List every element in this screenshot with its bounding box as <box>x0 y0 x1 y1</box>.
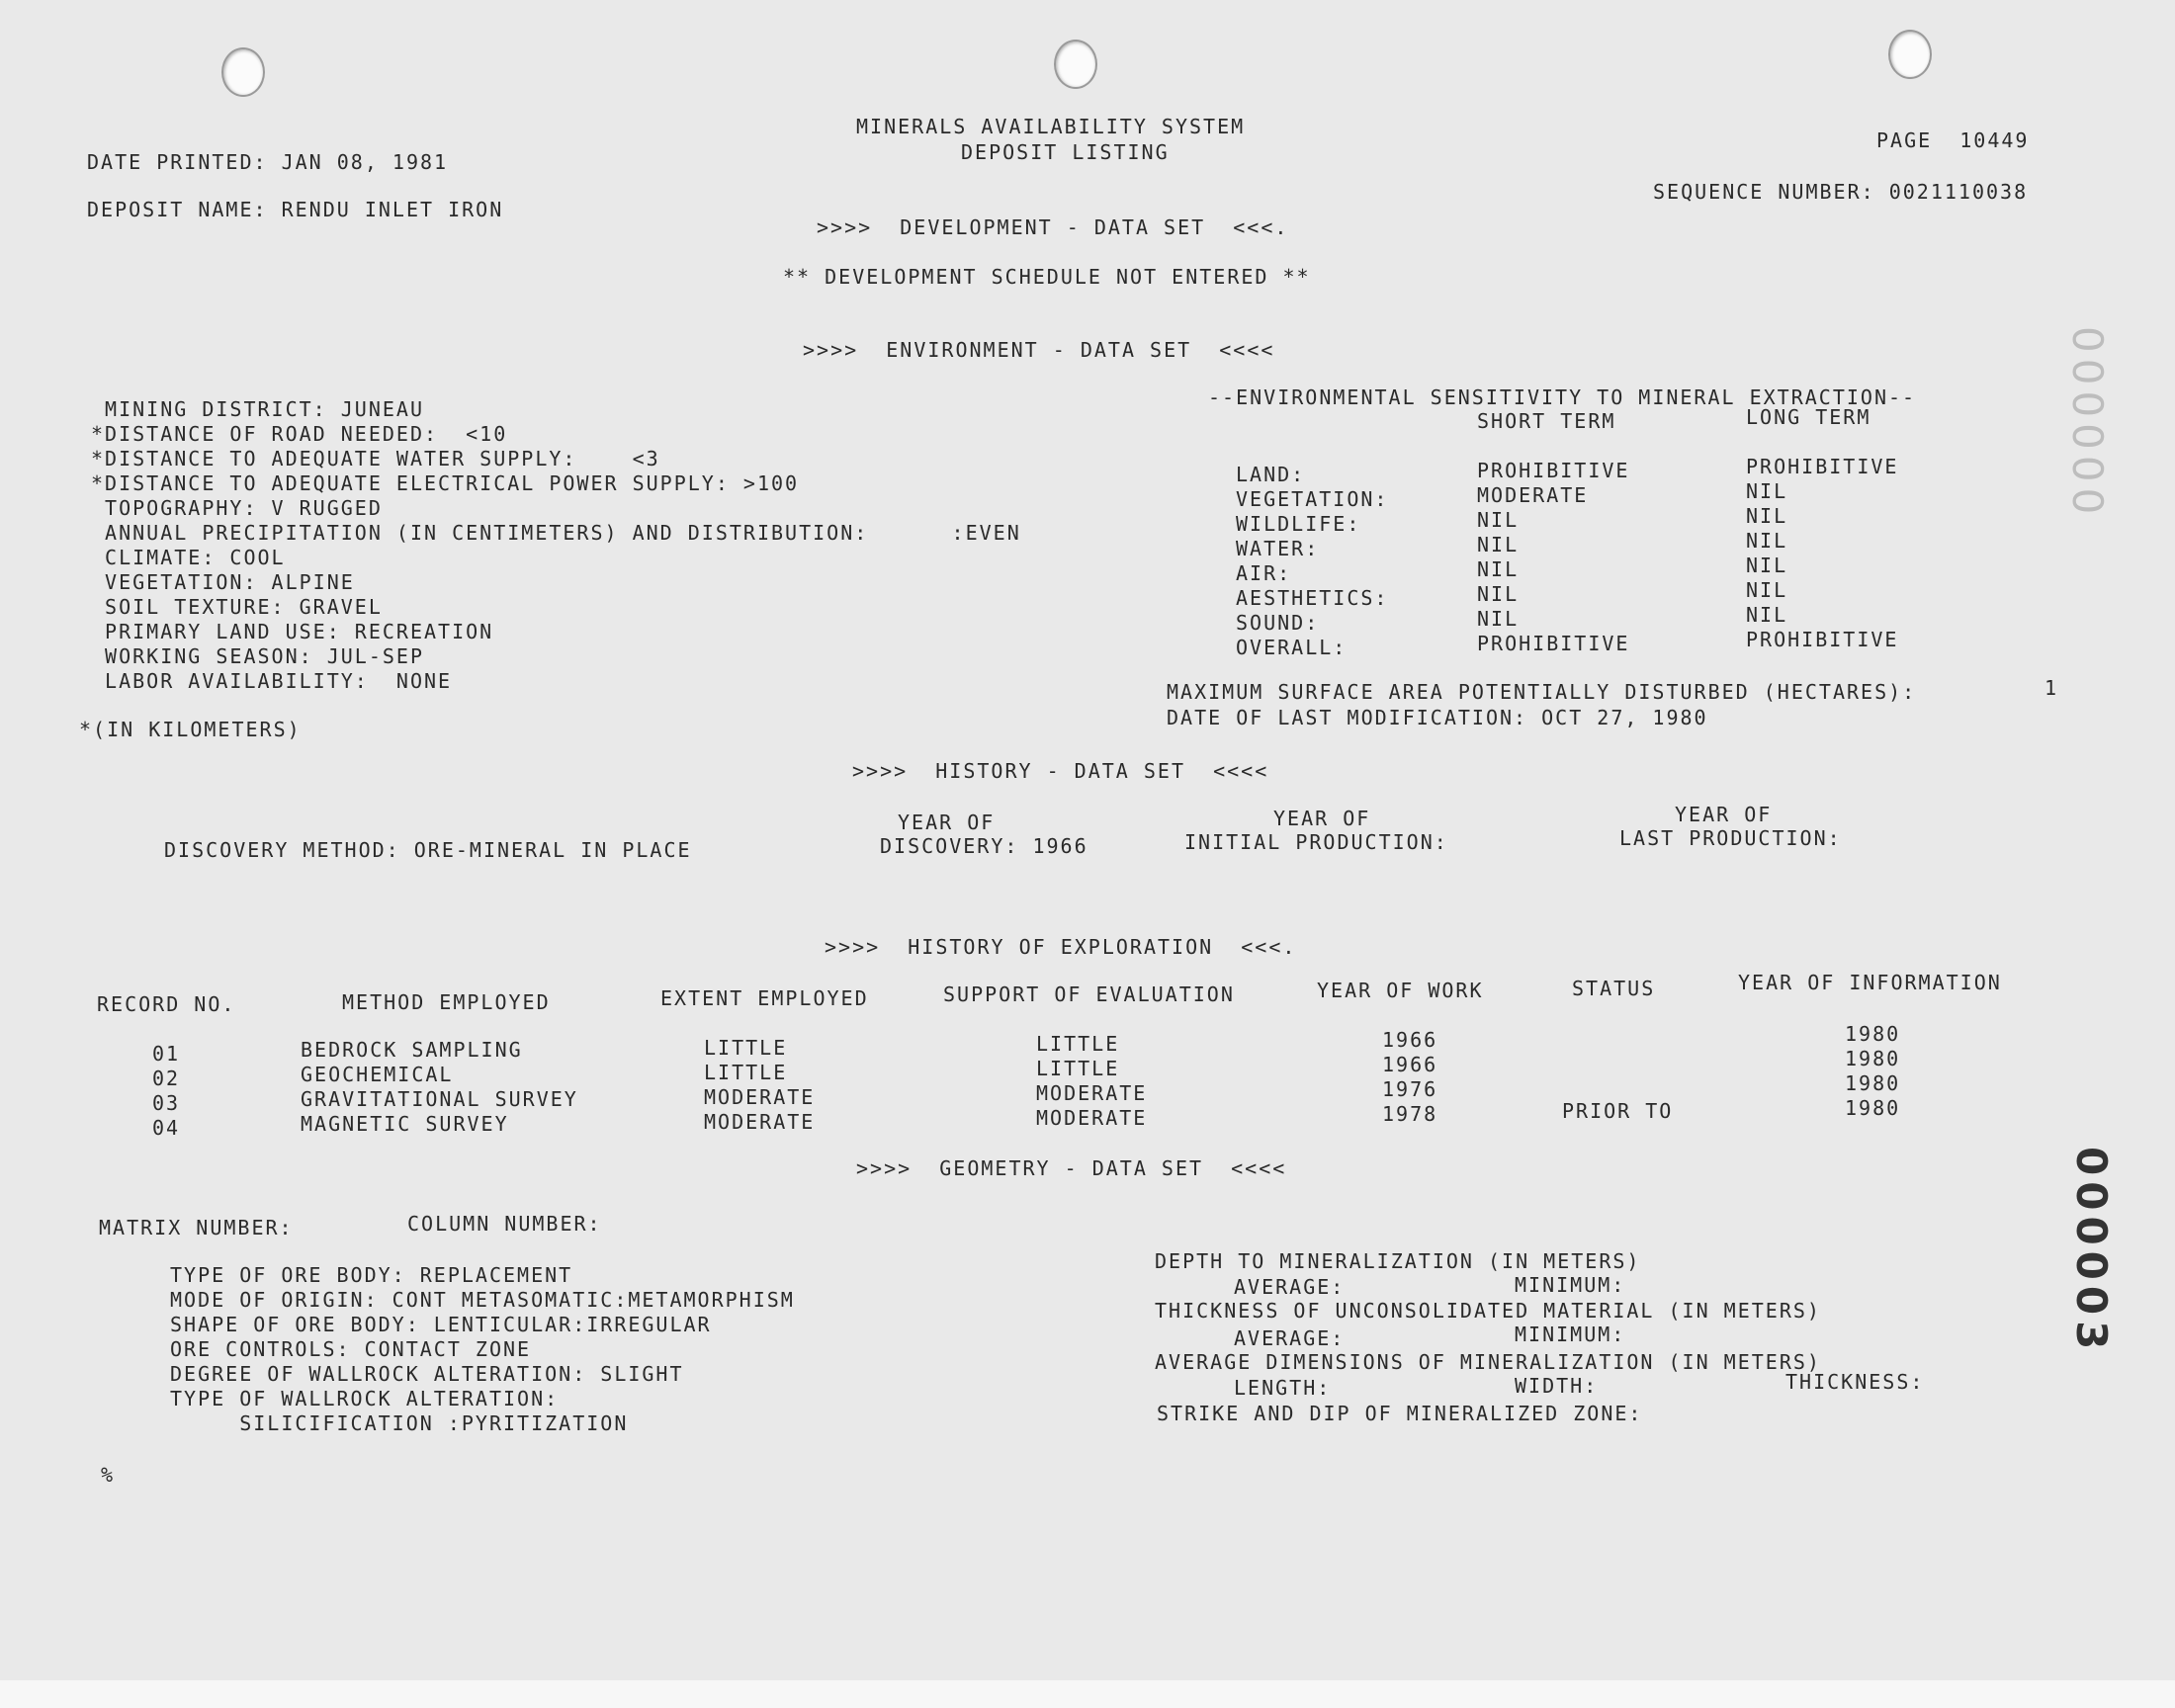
row-year: 1966 <box>1382 1028 1438 1052</box>
env-line: VEGETATION: ALPINE <box>91 570 355 594</box>
geo-line: SILICIFICATION :PYRITIZATION <box>170 1411 629 1435</box>
depth-mineralization: DEPTH TO MINERALIZATION (IN METERS) <box>1155 1249 1641 1273</box>
col-year-info: YEAR OF INFORMATION <box>1738 971 2002 994</box>
last-production: LAST PRODUCTION: <box>1619 826 1842 850</box>
footer-mark: % <box>101 1463 116 1487</box>
sensitivity-long: NIL <box>1746 479 1788 503</box>
env-footnote: *(IN KILOMETERS) <box>79 718 302 741</box>
sensitivity-long: PROHIBITIVE <box>1746 455 1899 478</box>
sensitivity-short: MODERATE <box>1477 483 1589 507</box>
sensitivity-long: NIL <box>1746 529 1788 553</box>
row-info: 1980 <box>1845 1071 1901 1095</box>
average-label: AVERAGE: <box>1234 1326 1346 1350</box>
sensitivity-long: NIL <box>1746 554 1788 577</box>
sensitivity-label: SOUND: <box>1236 611 1320 635</box>
thickness-label: THICKNESS: <box>1785 1370 1925 1394</box>
last-modification: DATE OF LAST MODIFICATION: OCT 27, 1980 <box>1167 706 1708 729</box>
row-record: 01 <box>152 1042 181 1066</box>
strike-dip: STRIKE AND DIP OF MINERALIZED ZONE: <box>1157 1402 1643 1425</box>
length-label: LENGTH: <box>1234 1376 1332 1400</box>
row-record: 04 <box>152 1116 181 1140</box>
row-method: MAGNETIC SURVEY <box>301 1112 509 1136</box>
system-title: MINERALS AVAILABILITY SYSTEM <box>856 115 1246 138</box>
long-term-label: LONG TERM <box>1746 405 1871 429</box>
year-of-label: YEAR OF <box>1675 803 1773 826</box>
row-info: 1980 <box>1845 1022 1901 1046</box>
env-line: CLIMATE: COOL <box>91 546 286 569</box>
sensitivity-short: NIL <box>1477 607 1520 631</box>
sensitivity-label: VEGETATION: <box>1236 487 1389 511</box>
punch-hole <box>221 47 265 97</box>
col-year-work: YEAR OF WORK <box>1317 979 1484 1002</box>
sensitivity-long: NIL <box>1746 578 1788 602</box>
avg-dimensions: AVERAGE DIMENSIONS OF MINERALIZATION (IN METERS) <box>1155 1350 1821 1374</box>
env-line: MINING DISTRICT: JUNEAU <box>91 397 424 421</box>
development-heading: >>>> DEVELOPMENT - DATA SET <<<. <box>817 215 1289 239</box>
matrix-number: MATRIX NUMBER: <box>99 1216 294 1239</box>
listing-title: DEPOSIT LISTING <box>961 140 1170 164</box>
sensitivity-short: NIL <box>1477 557 1520 581</box>
col-extent: EXTENT EMPLOYED <box>660 986 869 1010</box>
env-line: *DISTANCE OF ROAD NEEDED: <10 <box>91 422 508 446</box>
sensitivity-label: AIR: <box>1236 561 1292 585</box>
row-year: 1966 <box>1382 1053 1438 1076</box>
geo-line: DEGREE OF WALLROCK ALTERATION: SLIGHT <box>170 1362 684 1386</box>
short-term-label: SHORT TERM <box>1477 409 1616 433</box>
row-extent: MODERATE <box>704 1085 816 1109</box>
row-method: BEDROCK SAMPLING <box>301 1038 523 1062</box>
env-line: TOPOGRAPHY: V RUGGED <box>91 496 383 520</box>
row-info: 1980 <box>1845 1047 1901 1070</box>
sensitivity-label: AESTHETICS: <box>1236 586 1389 610</box>
thickness-unconsolidated: THICKNESS OF UNCONSOLIDATED MATERIAL (IN METERS) <box>1155 1299 1821 1323</box>
env-line: *DISTANCE TO ADEQUATE ELECTRICAL POWER SUPPLY: >100 <box>91 471 800 495</box>
env-line: SOIL TEXTURE: GRAVEL <box>91 595 383 619</box>
env-line: LABOR AVAILABILITY: NONE <box>91 669 453 693</box>
row-record: 03 <box>152 1091 181 1115</box>
row-record: 02 <box>152 1067 181 1090</box>
sequence-number: SEQUENCE NUMBER: 0021110038 <box>1653 180 2029 204</box>
row-info: 1980 <box>1845 1096 1901 1120</box>
env-line: *DISTANCE TO ADEQUATE WATER SUPPLY: <3 <box>91 447 660 470</box>
row-support: MODERATE <box>1036 1081 1148 1105</box>
sensitivity-long: NIL <box>1746 504 1788 528</box>
sensitivity-short: NIL <box>1477 508 1520 532</box>
punch-hole <box>1054 40 1097 89</box>
row-support: MODERATE <box>1036 1106 1148 1130</box>
env-line: PRIMARY LAND USE: RECREATION <box>91 620 494 643</box>
column-number: COLUMN NUMBER: <box>407 1212 602 1236</box>
discovery-year: DISCOVERY: 1966 <box>880 834 1088 858</box>
max-surface-area: MAXIMUM SURFACE AREA POTENTIALLY DISTURBED (HECTARES): <box>1167 680 1917 704</box>
page-stamp-lower: 000003 <box>2067 1147 2116 1356</box>
punch-hole <box>1888 30 1932 79</box>
page-number: PAGE 10449 <box>1876 128 2030 152</box>
row-extent: LITTLE <box>704 1036 788 1060</box>
year-of-label: YEAR OF <box>898 811 996 834</box>
row-method: GRAVITATIONAL SURVEY <box>301 1087 578 1111</box>
sensitivity-short: PROHIBITIVE <box>1477 459 1630 482</box>
row-support: LITTLE <box>1036 1032 1120 1056</box>
initial-production: INITIAL PRODUCTION: <box>1184 830 1448 854</box>
year-of-label: YEAR OF <box>1273 807 1371 830</box>
sensitivity-label: OVERALL: <box>1236 636 1348 659</box>
minimum-label: MINIMUM: <box>1515 1273 1626 1297</box>
environment-heading: >>>> ENVIRONMENT - DATA SET <<<< <box>803 338 1275 362</box>
sensitivity-label: LAND: <box>1236 463 1306 486</box>
geo-line: SHAPE OF ORE BODY: LENTICULAR:IRREGULAR <box>170 1313 712 1336</box>
row-status: PRIOR TO <box>1562 1099 1674 1123</box>
col-record-no: RECORD NO. <box>97 992 236 1016</box>
geo-line: TYPE OF ORE BODY: REPLACEMENT <box>170 1263 573 1287</box>
geo-line: MODE OF ORIGIN: CONT METASOMATIC:METAMORPHISM <box>170 1288 795 1312</box>
history-heading: >>>> HISTORY - DATA SET <<<< <box>852 759 1269 783</box>
row-extent: MODERATE <box>704 1110 816 1134</box>
max-surface-value: 1 <box>2044 676 2059 700</box>
minimum-label: MINIMUM: <box>1515 1323 1626 1346</box>
width-label: WIDTH: <box>1515 1374 1599 1398</box>
sensitivity-short: NIL <box>1477 582 1520 606</box>
sensitivity-label: WILDLIFE: <box>1236 512 1361 536</box>
sensitivity-label: WATER: <box>1236 537 1320 560</box>
sensitivity-short: NIL <box>1477 533 1520 556</box>
average-label: AVERAGE: <box>1234 1275 1346 1299</box>
development-note: ** DEVELOPMENT SCHEDULE NOT ENTERED ** <box>783 265 1311 289</box>
geo-line: ORE CONTROLS: CONTACT ZONE <box>170 1337 532 1361</box>
page-stamp-upper: 000000 <box>2063 326 2112 521</box>
discovery-method: DISCOVERY METHOD: ORE-MINERAL IN PLACE <box>164 838 692 862</box>
row-support: LITTLE <box>1036 1057 1120 1080</box>
col-method: METHOD EMPLOYED <box>342 990 551 1014</box>
row-year: 1976 <box>1382 1077 1438 1101</box>
exploration-heading: >>>> HISTORY OF EXPLORATION <<<. <box>825 935 1297 959</box>
row-method: GEOCHEMICAL <box>301 1063 454 1086</box>
geometry-heading: >>>> GEOMETRY - DATA SET <<<< <box>856 1156 1287 1180</box>
env-line: ANNUAL PRECIPITATION (IN CENTIMETERS) AND DISTRIBUTION: :EVEN <box>91 521 1021 545</box>
sensitivity-long: NIL <box>1746 603 1788 627</box>
col-support: SUPPORT OF EVALUATION <box>943 982 1235 1006</box>
sensitivity-short: PROHIBITIVE <box>1477 632 1630 655</box>
sensitivity-heading: --ENVIRONMENTAL SENSITIVITY TO MINERAL EXTRACTION-- <box>1208 385 1917 409</box>
env-line: WORKING SEASON: JUL-SEP <box>91 644 424 668</box>
deposit-name: DEPOSIT NAME: RENDU INLET IRON <box>87 198 504 221</box>
geo-line: TYPE OF WALLROCK ALTERATION: <box>170 1387 560 1410</box>
row-year: 1978 <box>1382 1102 1438 1126</box>
row-extent: LITTLE <box>704 1061 788 1084</box>
sensitivity-long: PROHIBITIVE <box>1746 628 1899 651</box>
date-printed: DATE PRINTED: JAN 08, 1981 <box>87 150 449 174</box>
col-status: STATUS <box>1572 977 1656 1000</box>
